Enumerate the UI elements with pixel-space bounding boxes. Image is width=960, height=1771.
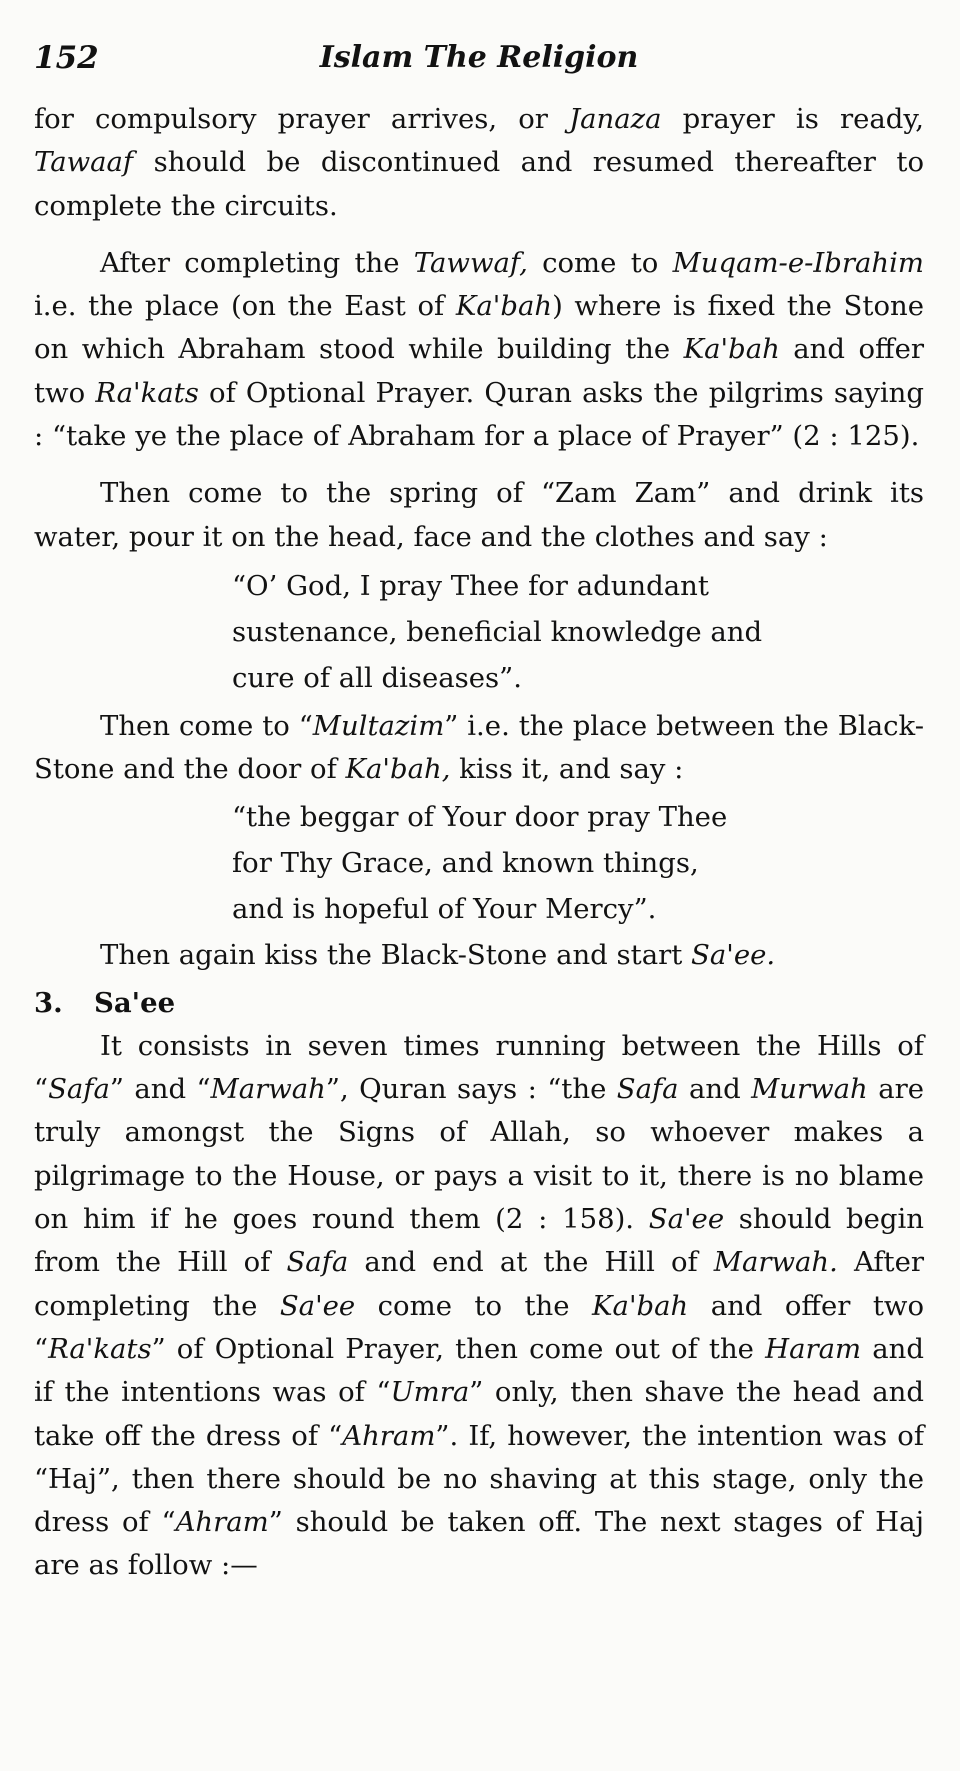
italic-term: Muqam-e-Ibrahim <box>672 246 924 279</box>
italic-term: Safa <box>616 1073 679 1106</box>
paragraph: Then again kiss the Black-Stone and start Sa'ee. <box>100 938 776 971</box>
italic-term: Umra <box>390 1376 470 1409</box>
paragraph: Then come to the spring of “Zam Zam” and drink its water, pour it on the head, face and the clothes and say : <box>34 477 924 553</box>
running-title: Islam The Religion <box>319 40 639 75</box>
page-number: 152 <box>34 40 99 76</box>
italic-term: Murwah <box>751 1073 868 1106</box>
page-body <box>34 98 924 1602</box>
italic-term: Ahram <box>175 1506 269 1539</box>
quote-line: cure of all diseases”. <box>232 661 522 694</box>
quotation-block <box>34 794 924 932</box>
quotation-block <box>34 563 924 701</box>
section-number: 3. <box>34 986 63 1019</box>
italic-term: Marwah. <box>713 1246 838 1279</box>
italic-term: Ka'bah <box>592 1289 689 1322</box>
italic-term: Sa'ee. <box>691 938 776 971</box>
quote-line: for Thy Grace, and known things, <box>232 846 699 879</box>
italic-term: Tawaaf <box>34 146 134 179</box>
italic-term: Multazim <box>312 709 445 742</box>
quote-line: and is hopeful of Your Mercy”. <box>232 892 657 925</box>
italic-term: Haram <box>765 1332 862 1365</box>
section-title: Sa'ee <box>94 986 176 1019</box>
page-header <box>34 40 924 86</box>
italic-term: Ka'bah, <box>345 753 451 786</box>
italic-term: Sa'ee <box>279 1289 356 1322</box>
paragraph: Then come to “Multazim” i.e. the place between the Black-Stone and the door of Ka'bah, kiss it, and say : <box>34 709 924 786</box>
paragraph: After completing the Tawwaf, come to Muqam-e-Ibrahim i.e. the place (on the East of Ka'bah) where is fixed the Stone on which Abraham stood while building the Ka'bah and offer two Ra'kats of Optional Prayer. Quran asks the pilgrims saying : “take ye the place of Abraham for a place of Prayer” (2 : 125). <box>34 246 924 453</box>
paragraph: It consists in seven times running between the Hills of “Safa” and “Marwah”, Quran says : “the Safa and Murwah are truly amongst the Signs of Allah, so whoever makes a pilgrimage to the House, or pays a visit to it, there is no blame on him if he goes round them (2 : 158). Sa'ee should begin from the Hill of Safa and end at the Hill of Marwah. After completing the Sa'ee come to the Ka'bah and offer two “Ra'kats” of Optional Prayer, then come out of the Haram and if the intentions was of “Umra” only, then shave the head and take off the dress of “Ahram”. If, however, the intention was of “Haj”, then there should be no shaving at this stage, only the dress of “Ahram” should be taken off. The next stages of Haj are as follow :— <box>34 1029 925 1582</box>
italic-term: Tawwaf, <box>413 246 528 279</box>
italic-term: Safa <box>48 1073 110 1106</box>
italic-term: Safa <box>286 1246 349 1279</box>
quote-line: “O’ God, I pray Thee for adundant <box>232 569 709 602</box>
italic-term: Marwah <box>210 1073 326 1106</box>
italic-term: Ka'bah <box>455 290 553 323</box>
italic-term: Janaza <box>569 103 662 135</box>
italic-term: Ahram <box>342 1419 436 1452</box>
section-heading <box>34 981 924 1025</box>
paragraph: for compulsory prayer arrives, or Janaza prayer is ready, Tawaaf should be discontinued and resumed thereafter to complete the circuits. <box>34 103 924 222</box>
quote-line: sustenance, beneficial knowledge and <box>232 615 763 648</box>
italic-term: Ka'bah <box>683 333 780 366</box>
italic-term: Ra'kats <box>48 1332 152 1365</box>
italic-term: Sa'ee <box>648 1203 725 1236</box>
italic-term: Ra'kats <box>95 376 199 409</box>
quote-line: “the beggar of Your door pray Thee <box>232 800 728 833</box>
